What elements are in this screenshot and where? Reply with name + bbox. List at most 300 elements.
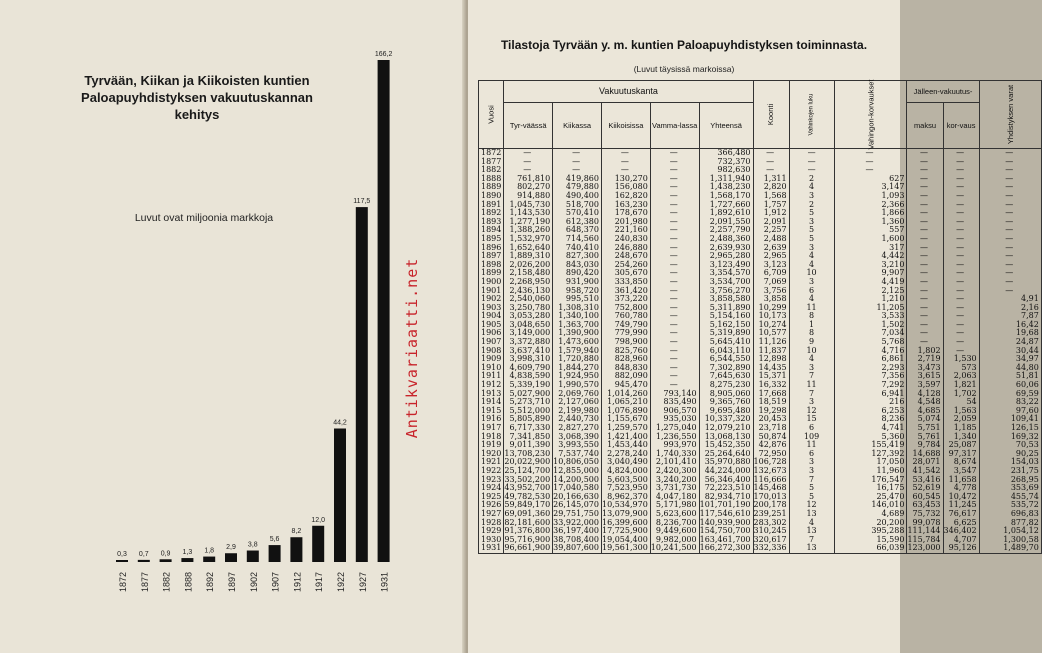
table-cell: — <box>907 235 943 244</box>
table-cell: 10,241,500 <box>650 544 699 553</box>
table-cell: 1,652,640 <box>504 244 553 253</box>
table-cell: — <box>943 192 979 201</box>
table-cell: 2,125 <box>834 287 907 296</box>
table-cell: 1905 <box>479 321 504 330</box>
table-cell: 1902 <box>479 295 504 304</box>
table-cell: 882,090 <box>601 372 650 381</box>
table-cell: 2,639 <box>753 244 789 253</box>
bar-1907 <box>269 545 281 562</box>
table-cell: 3,534,700 <box>699 278 753 287</box>
table-cell: 1,143,530 <box>504 209 553 218</box>
category-label: 1912 <box>292 572 303 593</box>
table-cell: 366,480 <box>699 149 753 158</box>
table-cell: 1896 <box>479 244 504 253</box>
table-cell: 3,354,570 <box>699 269 753 278</box>
table-cell: 146,010 <box>834 501 907 510</box>
table-cell: — <box>504 158 553 167</box>
table-cell: 10 <box>789 347 834 356</box>
table-cell: 1929 <box>479 527 504 536</box>
table-cell: 76,617 <box>943 510 979 519</box>
table-cell: 3 <box>789 458 834 467</box>
table-cell: 8 <box>789 329 834 338</box>
table-cell: 1,054,12 <box>979 527 1041 536</box>
table-cell: 2,488 <box>753 235 789 244</box>
table-cell: — <box>943 312 979 321</box>
table-cell: 12 <box>789 407 834 416</box>
watermark: Antikvariaatti.net <box>403 257 421 439</box>
table-cell: 7,537,740 <box>553 450 602 459</box>
value-label: 0,3 <box>117 551 127 558</box>
table-cell: 1899 <box>479 269 504 278</box>
table-cell: 931,900 <box>553 278 602 287</box>
table-cell: 50,874 <box>753 433 789 442</box>
table-cell: — <box>943 321 979 330</box>
table-cell: 4 <box>789 183 834 192</box>
table-cell: 8,962,370 <box>601 493 650 502</box>
col-vahingon-korvaukset <box>834 81 907 149</box>
table-cell: — <box>907 244 943 253</box>
table-cell: 41,542 <box>907 467 943 476</box>
table-cell: 4,689 <box>834 510 907 519</box>
table-cell: — <box>650 209 699 218</box>
table-cell: 8,674 <box>943 458 979 467</box>
table-cell: 8,236 <box>834 415 907 424</box>
table-cell: 11 <box>789 304 834 313</box>
table-cell: — <box>650 235 699 244</box>
table-cell: 1,390,900 <box>553 329 602 338</box>
table-cell: — <box>907 321 943 330</box>
table-cell: 176,547 <box>834 476 907 485</box>
table-cell: 90,25 <box>979 450 1041 459</box>
table-cell: 1930 <box>479 536 504 545</box>
table-cell: 8,905,060 <box>699 390 753 399</box>
table-cell: 44,224,000 <box>699 467 753 476</box>
table-cell: 2,059 <box>943 415 979 424</box>
table-cell: 3,210 <box>834 261 907 270</box>
table-cell: 5,339,190 <box>504 381 553 390</box>
table-cell: 7,034 <box>834 329 907 338</box>
table-cell: 5,805,890 <box>504 415 553 424</box>
table-cell: 761,810 <box>504 175 553 184</box>
table-cell: 1,802 <box>907 347 943 356</box>
table-cell: 140,939,900 <box>699 519 753 528</box>
table-cell: 83,22 <box>979 398 1041 407</box>
table-cell: 1,300,58 <box>979 536 1041 545</box>
table-cell: 1 <box>789 321 834 330</box>
table-cell: 3,756 <box>753 287 789 296</box>
statistics-table <box>478 80 1042 554</box>
table-cell: 6 <box>789 450 834 459</box>
table-cell: 248,670 <box>601 252 650 261</box>
table-cell: 231,75 <box>979 467 1041 476</box>
table-cell: — <box>907 269 943 278</box>
table-cell: 1,473,600 <box>553 338 602 347</box>
table-cell: 17,725,900 <box>601 527 650 536</box>
col-yhdistyksen-varat <box>979 81 1041 149</box>
table-cell: 1889 <box>479 183 504 192</box>
table-cell: 126,15 <box>979 424 1041 433</box>
table-cell: — <box>650 329 699 338</box>
table-cell: 2,488,360 <box>699 235 753 244</box>
table-cell: 305,670 <box>601 269 650 278</box>
col-koonti <box>753 81 789 149</box>
table-cell: 3,597 <box>907 381 943 390</box>
table-cell: 5,162,150 <box>699 321 753 330</box>
table-cell: 283,302 <box>753 519 789 528</box>
table-cell: 6,043,110 <box>699 347 753 356</box>
table-cell: 43,952,700 <box>504 484 553 493</box>
table-cell: 1,727,660 <box>699 201 753 210</box>
table-cell: — <box>943 269 979 278</box>
table-cell: 10,274 <box>753 321 789 330</box>
table-cell: 5,273,710 <box>504 398 553 407</box>
value-label: 0,9 <box>160 550 171 558</box>
table-cell: 5,768 <box>834 338 907 347</box>
table-cell: 4 <box>789 295 834 304</box>
table-cell: 12,898 <box>753 355 789 364</box>
table-cell: 1911 <box>479 372 504 381</box>
table-cell: 1872 <box>479 149 504 158</box>
table-cell: 1,720,880 <box>553 355 602 364</box>
table-cell: — <box>650 201 699 210</box>
table-cell: 1912 <box>479 381 504 390</box>
table-cell: 25,087 <box>943 441 979 450</box>
table-cell: 1894 <box>479 226 504 235</box>
table-cell: 2,639,930 <box>699 244 753 253</box>
table-cell: 13,068,130 <box>699 433 753 442</box>
table-cell: 14,200,500 <box>553 476 602 485</box>
table-cell: 35,970,880 <box>699 458 753 467</box>
table-cell: 1927 <box>479 510 504 519</box>
table-cell: 4,419 <box>834 278 907 287</box>
table-cell: 696,83 <box>979 510 1041 519</box>
table-cell: 19,68 <box>979 329 1041 338</box>
table-cell: 3,615 <box>907 372 943 381</box>
table-cell: — <box>907 329 943 338</box>
table-cell: 4,047,180 <box>650 493 699 502</box>
table-cell: 96,661,900 <box>504 544 553 553</box>
table-cell: 23,718 <box>753 424 789 433</box>
table-cell: 14,435 <box>753 364 789 373</box>
table-cell: 3,473 <box>907 364 943 373</box>
table-cell: 5,319,890 <box>699 329 753 338</box>
table-cell: 4 <box>789 355 834 364</box>
table-cell: 11,126 <box>753 338 789 347</box>
table-cell: 2,063 <box>943 372 979 381</box>
table-cell: 169,32 <box>979 433 1041 442</box>
table-cell: 320,617 <box>753 536 789 545</box>
table-cell: 3 <box>789 218 834 227</box>
table-cell: 714,560 <box>553 235 602 244</box>
table-cell: 2,436,130 <box>504 287 553 296</box>
table-cell: 20,166,630 <box>553 493 602 502</box>
table-cell: 38,708,400 <box>553 536 602 545</box>
table-cell: — <box>943 338 979 347</box>
table-cell: 2,366 <box>834 201 907 210</box>
table-cell: 1891 <box>479 201 504 210</box>
table-cell: — <box>943 329 979 338</box>
table-cell: 490,400 <box>553 192 602 201</box>
table-cell: 732,370 <box>699 158 753 167</box>
table-cell: 2,257,790 <box>699 226 753 235</box>
table-cell: 346,402 <box>943 527 979 536</box>
table-cell: 2,293 <box>834 364 907 373</box>
table-cell: 2,069,760 <box>553 390 602 399</box>
bar-1877 <box>138 560 150 562</box>
table-cell: 1,568 <box>753 192 789 201</box>
chart-title-line: Paloapuyhdistyksen vakuutuskannan <box>81 90 313 105</box>
table-cell: 11 <box>789 441 834 450</box>
table-cell: 2,965,280 <box>699 252 753 261</box>
table-cell: 802,270 <box>504 183 553 192</box>
table-cell: 246,880 <box>601 244 650 253</box>
table-cell: 66,039 <box>834 544 907 553</box>
table-cell: 156,080 <box>601 183 650 192</box>
table-cell: — <box>943 201 979 210</box>
table-cell: — <box>650 364 699 373</box>
col-yhteensa: Yhteensä <box>699 103 753 149</box>
table-cell: — <box>943 261 979 270</box>
table-cell: — <box>943 226 979 235</box>
table-cell: 10,173 <box>753 312 789 321</box>
table-cell: 69,091,360 <box>504 510 553 519</box>
table-cell: 5,074 <box>907 415 943 424</box>
table-cell: 332,336 <box>753 544 789 553</box>
table-cell: 1,185 <box>943 424 979 433</box>
table-cell: 4,716 <box>834 347 907 356</box>
table-cell: 30,44 <box>979 347 1041 356</box>
table-cell: 1921 <box>479 458 504 467</box>
table-cell: 39,807,600 <box>553 544 602 553</box>
table-cell: 42,876 <box>753 441 789 450</box>
col-korvaus: kor-vaus <box>943 103 979 149</box>
table-cell: 1893 <box>479 218 504 227</box>
table-cell: 15,371 <box>753 372 789 381</box>
table-cell: 752,800 <box>601 304 650 313</box>
table-cell: 1914 <box>479 398 504 407</box>
table-cell: 3,147 <box>834 183 907 192</box>
table-cell: — <box>834 149 907 158</box>
left-page <box>0 0 466 653</box>
table-cell: 1,892,610 <box>699 209 753 218</box>
table-cell: 1892 <box>479 209 504 218</box>
table-cell: — <box>907 226 943 235</box>
table-cell: — <box>789 158 834 167</box>
category-label: 1927 <box>357 572 368 593</box>
table-cell: — <box>553 158 602 167</box>
table-cell: 19,054,400 <box>601 536 650 545</box>
table-cell: — <box>907 183 943 192</box>
table-cell: 4 <box>789 261 834 270</box>
table-cell: 333,850 <box>601 278 650 287</box>
table-cell: 1,340 <box>943 433 979 442</box>
table-cell: — <box>979 201 1041 210</box>
table-cell: 26,145,070 <box>553 501 602 510</box>
table-cell: 11,960 <box>834 467 907 476</box>
table-cell: 1,275,040 <box>650 424 699 433</box>
table-cell: — <box>504 149 553 158</box>
table-cell: 13 <box>789 544 834 553</box>
table-cell: 8 <box>789 312 834 321</box>
table-cell: 53,416 <box>907 476 943 485</box>
table-cell: 2,820 <box>753 183 789 192</box>
table-cell: 16,42 <box>979 321 1041 330</box>
table-cell: 2 <box>789 175 834 184</box>
table-cell: 155,419 <box>834 441 907 450</box>
table-cell: 1,579,940 <box>553 347 602 356</box>
table-cell: — <box>753 158 789 167</box>
table-cell: 5,623,600 <box>650 510 699 519</box>
table-cell: 16,399,600 <box>601 519 650 528</box>
table-cell: 877,82 <box>979 519 1041 528</box>
table-cell: 9,011,390 <box>504 441 553 450</box>
table-cell: — <box>979 209 1041 218</box>
table-cell: 827,300 <box>553 252 602 261</box>
table-cell: 5,360 <box>834 433 907 442</box>
bar-chart <box>0 0 466 653</box>
table-cell: 958,720 <box>553 287 602 296</box>
table-cell: — <box>553 166 602 175</box>
table-cell: 5 <box>789 209 834 218</box>
table-cell: 11,837 <box>753 347 789 356</box>
table-cell: 10,577 <box>753 329 789 338</box>
table-cell: — <box>979 252 1041 261</box>
table-cell: 166,272,300 <box>699 544 753 553</box>
table-cell: 535,72 <box>979 501 1041 510</box>
table-cell: 101,701,190 <box>699 501 753 510</box>
table-cell: — <box>553 149 602 158</box>
table-cell: 1897 <box>479 252 504 261</box>
table-cell: 28,071 <box>907 458 943 467</box>
table-cell: 20,200 <box>834 519 907 528</box>
table-cell: 2,278,240 <box>601 450 650 459</box>
table-cell: — <box>907 287 943 296</box>
value-label: 12,0 <box>311 516 326 524</box>
table-cell: 3,858,580 <box>699 295 753 304</box>
bar-1922 <box>334 428 346 562</box>
table-cell: 1904 <box>479 312 504 321</box>
table-cell: 216 <box>834 398 907 407</box>
table-cell: 1,277,190 <box>504 218 553 227</box>
table-cell: 6,941 <box>834 390 907 399</box>
table-cell: — <box>943 183 979 192</box>
table-cell: — <box>650 192 699 201</box>
table-cell: 825,760 <box>601 347 650 356</box>
table-cell: — <box>650 261 699 270</box>
table-cell: 1,259,570 <box>601 424 650 433</box>
table-cell: — <box>650 175 699 184</box>
table-cell: 3 <box>789 398 834 407</box>
table-cell: 63,453 <box>907 501 943 510</box>
table-cell: — <box>907 201 943 210</box>
table-cell: — <box>650 166 699 175</box>
table-cell: 835,490 <box>650 398 699 407</box>
table-cell: 570,410 <box>553 209 602 218</box>
table-cell: 1,308,310 <box>553 304 602 313</box>
table-cell: 75,732 <box>907 510 943 519</box>
table-cell: 9,907 <box>834 269 907 278</box>
table-cell: 1906 <box>479 329 504 338</box>
table-cell: 5,311,890 <box>699 304 753 313</box>
table-cell: 7,292 <box>834 381 907 390</box>
table-cell: 15,452,350 <box>699 441 753 450</box>
table-cell: — <box>650 183 699 192</box>
table-cell: 3 <box>789 364 834 373</box>
table-cell: 82,181,600 <box>504 519 553 528</box>
table-cell: 2,091,550 <box>699 218 753 227</box>
table-cell: 6,709 <box>753 269 789 278</box>
table-cell: — <box>650 321 699 330</box>
table-cell: — <box>650 304 699 313</box>
table-cell: 1,421,400 <box>601 433 650 442</box>
table-cell: 3,858 <box>753 295 789 304</box>
table-cell: 982,630 <box>699 166 753 175</box>
table-cell: 1,702 <box>943 390 979 399</box>
table-cell: — <box>943 175 979 184</box>
table-cell: 2,257 <box>753 226 789 235</box>
table-cell: — <box>979 166 1041 175</box>
table-cell: — <box>907 338 943 347</box>
table-cell: 1,924,950 <box>553 372 602 381</box>
table-cell: 3,123 <box>753 261 789 270</box>
table-cell: 1,236,550 <box>650 433 699 442</box>
table-cell: 14,688 <box>907 450 943 459</box>
table-cell: 7,302,890 <box>699 364 753 373</box>
table-cell: 906,570 <box>650 407 699 416</box>
table-cell: 6,253 <box>834 407 907 416</box>
value-label: 2,9 <box>226 544 236 552</box>
col-vuosi <box>479 81 504 149</box>
table-row <box>479 544 1042 553</box>
bar-1882 <box>160 559 172 562</box>
table-cell: 9,784 <box>907 441 943 450</box>
col-tyrvaa: Tyr-väässä <box>504 103 553 149</box>
bar-1888 <box>181 558 193 562</box>
col-vahingon-korvaukset-label: Vahingon-korvaukset <box>865 79 875 150</box>
table-cell: 3,637,410 <box>504 347 553 356</box>
table-cell: — <box>504 166 553 175</box>
table-cell: 7,523,950 <box>601 484 650 493</box>
table-cell: 419,860 <box>553 175 602 184</box>
table-cell: — <box>943 235 979 244</box>
col-vahinkojen-luku-label: Vahinkojen luku <box>808 93 815 136</box>
table-cell: 5,154,160 <box>699 312 753 321</box>
table-cell: — <box>650 295 699 304</box>
table-cell: — <box>834 166 907 175</box>
table-cell: — <box>943 295 979 304</box>
table-cell: 109,41 <box>979 415 1041 424</box>
category-label: 1897 <box>227 572 237 593</box>
category-label: 1902 <box>248 572 259 593</box>
table-cell: 1898 <box>479 261 504 270</box>
bar-1931 <box>378 60 390 562</box>
category-label: 1877 <box>139 572 150 593</box>
table-cell: — <box>907 304 943 313</box>
col-kiikoinen: Kiikoisissa <box>601 103 650 149</box>
table-cell: 29,751,750 <box>553 510 602 519</box>
table-cell: 72,950 <box>753 450 789 459</box>
table-cell: 95,716,900 <box>504 536 553 545</box>
table-cell: — <box>943 304 979 313</box>
table-cell: — <box>834 158 907 167</box>
table-cell: — <box>943 252 979 261</box>
table-cell: 170,013 <box>753 493 789 502</box>
table-cell: 1903 <box>479 304 504 313</box>
table-cell: 25,264,640 <box>699 450 753 459</box>
table-cell: — <box>979 235 1041 244</box>
table-cell: 6,717,330 <box>504 424 553 433</box>
table-cell: 5,027,900 <box>504 390 553 399</box>
